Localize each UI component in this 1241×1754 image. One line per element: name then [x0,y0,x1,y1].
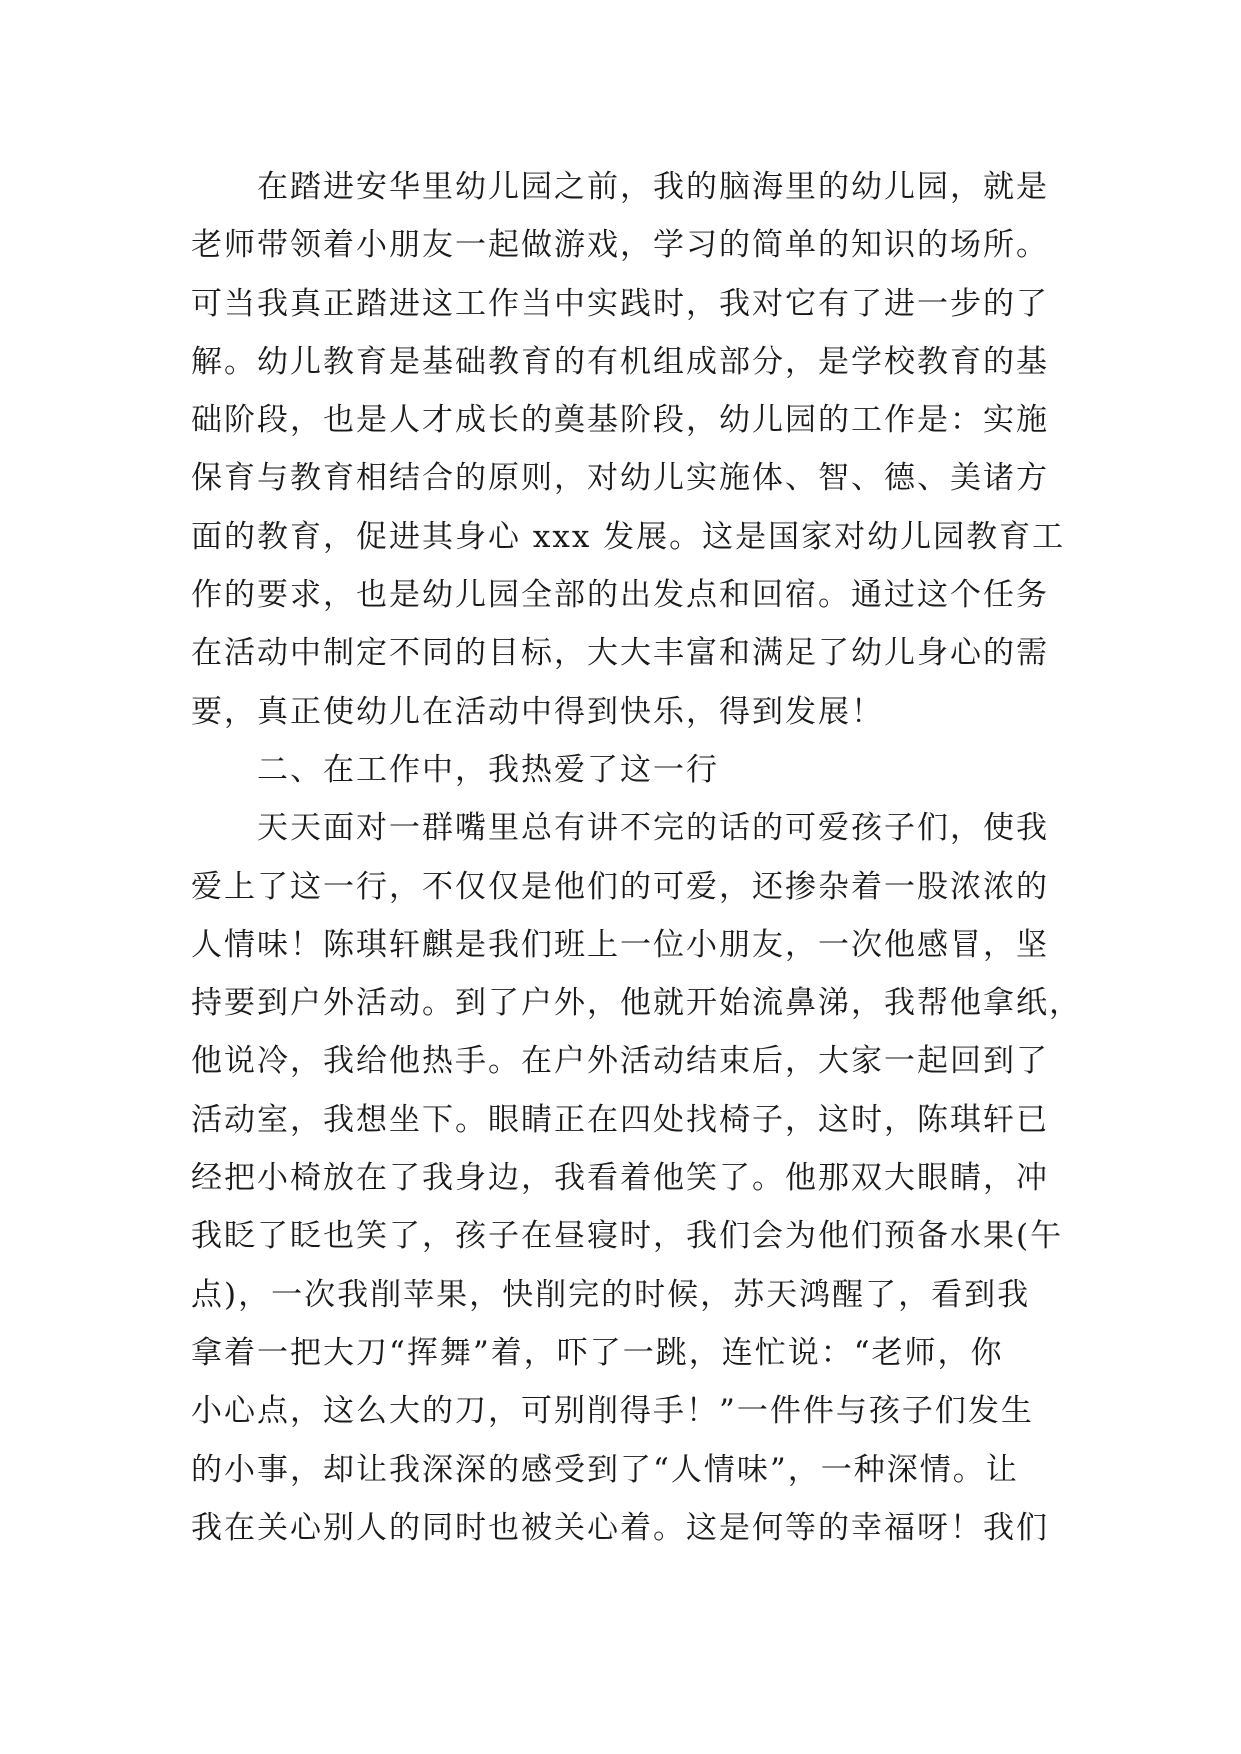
paragraph-line: 础阶段，也是人才成长的奠基阶段，幼儿园的工作是：实施 [191,402,1049,439]
paragraph-line: 在活动中制定不同的目标，大大丰富和满足了幼儿身心的需 [191,635,1049,672]
paragraph-line: 小心点，这么大的刀，可别削得手！”一件件与孩子们发生 [191,1393,1034,1430]
paragraph-line: 保育与教育相结合的原则，对幼儿实施体、智、德、美诸方 [191,460,1049,497]
paragraph-line: 作的要求，也是幼儿园全部的出发点和回宿。通过这个任务 [191,577,1049,614]
paragraph-line: 的小事，却让我深深的感受到了“人情味”，一种深情。让 [191,1451,1019,1488]
paragraph-line: 人情味！陈琪轩麒是我们班上一位小朋友，一次他感冒，坚 [191,926,1049,963]
paragraph-line: 我眨了眨也笑了，孩子在昼寝时，我们会为他们预备水果(午 [191,1218,1064,1255]
paragraph-line: 爱上了这一行，不仅仅是他们的可爱，还掺杂着一股浓浓的 [191,868,1049,905]
paragraph-line: 老师带领着小朋友一起做游戏，学习的简单的知识的场所。 [191,227,1049,264]
paragraph-line: 解。幼儿教育是基础教育的有机组成部分，是学校教育的基 [191,343,1049,380]
paragraph-line: 活动室，我想坐下。眼睛正在四处找椅子，这时，陈琪轩已 [191,1101,1049,1138]
paragraph-line: 拿着一把大刀“挥舞”着，吓了一跳，连忙说：“老师，你 [191,1334,1004,1371]
paragraph-line: 点)，一次我削苹果，快削完的时候，苏天鸿醒了，看到我 [191,1276,1031,1313]
paragraph-line: 经把小椅放在了我身边，我看着他笑了。他那双大眼睛，冲 [191,1160,1049,1197]
paragraph-line: 可当我真正踏进这工作当中实践时，我对它有了进一步的了 [191,285,1049,322]
paragraph-line: 要，真正使幼儿在活动中得到快乐，得到发展！ [191,693,884,730]
section-heading: 二、在工作中，我热爱了这一行 [257,751,719,788]
paragraph-line: 持要到户外活动。到了户外，他就开始流鼻涕，我帮他拿纸， [191,985,1082,1022]
paragraph-line: 我在关心别人的同时也被关心着。这是何等的幸福呀！我们 [191,1509,1049,1546]
paragraph-line: 在踏进安华里幼儿园之前，我的脑海里的幼儿园，就是 [257,169,1049,205]
body-text [191,158,1082,1557]
paragraph-line: 面的教育，促进其身心 xxx 发展。这是国家对幼儿园教育工 [191,518,1066,555]
paragraph-line: 他说冷，我给他热手。在户外活动结束后，大家一起回到了 [191,1043,1049,1080]
paragraph-line: 天天面对一群嘴里总有讲不完的话的可爱孩子们，使我 [257,810,1049,847]
